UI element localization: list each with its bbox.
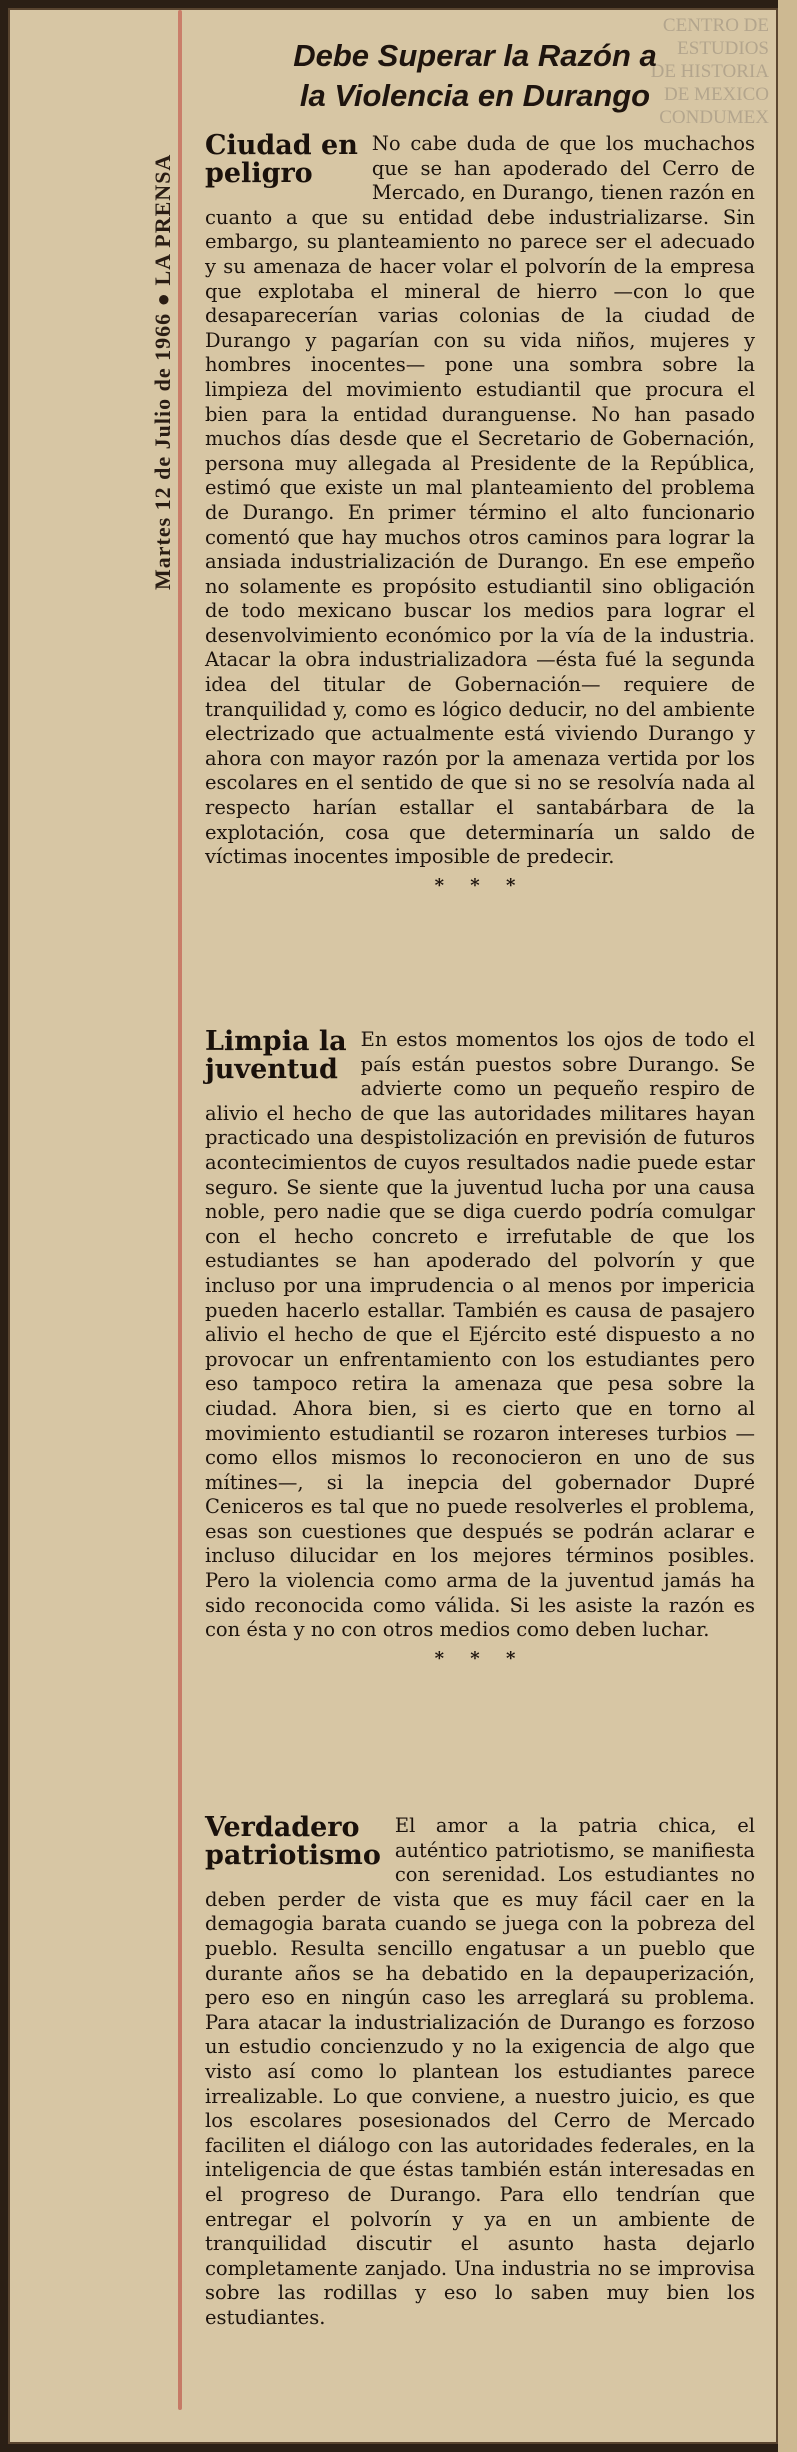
subhead [205, 1028, 347, 1084]
section-text: El amor a la patria chica, el auténtico patriotismo, se manifiesta con serenidad. Los estudiantes no deben perder de vista que es muy fácil caer en la demagogia barata cuando se juega con la pobreza del pueblo. Resulta sencillo engatusar a un pueblo que durante años se ha debatido en la depauperización, pero eso en ningún caso les arreglará su problema. Para atacar la industrialización de Durango es forzoso un estudio concienzudo y no la exigencia de algo que visto así como lo plantean los estudiantes parece irrealizable. Lo que conviene, a nuestro juicio, es que los escolares posesionados del Cerro de Mercado faciliten el diálogo con las autoridades federales, en la inteligencia de que éstas también están interesadas en el progreso de Durango. Para ello tendrían que entregar el polvorín y ya en un ambiente de tranquilidad discutir el asunto hasta dejarlo completamente zanjado. Una industria no se improvisa sobre las rodillas y eso lo saben muy bien los estudiantes. [205, 1814, 755, 2329]
section-text: No cabe duda de que los muchachos que se han apoderado del Cerro de Mercado, en Durango, tienen razón en cuanto a que su entidad debe industrializarse. Sin embargo, su planteamiento no parece ser el adecuado y su amenaza de hacer volar el polvorín de la empresa que explotaba el mineral de hierro —con lo que desaparecerían varias colonias de la ciudad de Durango y pagarían con su vida niños, mujeres y hombres inocentes— pone una sombra sobre la limpieza del movimiento estudiantil que procura el bien para la entidad duranguense. No han pasado muchos días desde que el Secretario de Gobernación, persona muy allegada al Presidente de la República, estimó que existe un mal planteamiento del problema de Durango. En primer término el alto funcionario comentó que hay muchos otros caminos para lograr la ansiada industrialización de Durango. En ese empeño no solamente es propósito estudiantil sino obligación de todo mexicano buscar los medios para lograr el desenvolvimiento económico por la vía de la industria. Atacar la obra industrializadora —ésta fué la segunda idea del titular de Gobernación— requiere de tranquilidad y, como es lógico deducir, no del ambiente electrizado que actualmente está viviendo Durango y ahora con mayor razón por la amenaza vertida por los escolares en el sentido de que si no se resolvía nada al respecto harían estallar el santabárbara de la explotación, cosa que determinaría un saldo de víctimas inocentes imposible de predecir. [205, 132, 755, 869]
headline [250, 36, 700, 116]
date: Martes 12 de Julio de 1966 [150, 312, 175, 590]
adjacent-clipping-edge [778, 0, 797, 2452]
archive-stamp-line: DE MEXICO [663, 84, 769, 105]
headline-line-2: la Violencia en Durango [299, 78, 651, 113]
subhead [205, 132, 358, 188]
archive-stamp-line: DE HISTORIA [650, 61, 769, 82]
separator: * * * [434, 1647, 526, 1669]
section-verdadero-patriotismo [205, 1814, 755, 2330]
separator: * * * [434, 874, 526, 896]
archive-stamp-line: CENTRO DE [662, 15, 769, 36]
subhead-line: peligro [205, 158, 313, 189]
dateline [150, 30, 190, 610]
publication-date-line: Martes 12 de Julio de 1966 ● LA PRENSA [150, 153, 175, 590]
subhead-line: patriotismo [205, 1840, 381, 1871]
subhead [205, 1814, 381, 1870]
archive-stamp-line: ESTUDIOS [677, 38, 769, 59]
archive-stamp-line: CONDUMEX [659, 107, 769, 128]
subhead-line: Verdadero [205, 1812, 360, 1843]
publication-name: LA PRENSA [150, 153, 175, 286]
subhead-line: Ciudad en [205, 130, 358, 161]
section-text: En estos momentos los ojos de todo el país están puestos sobre Durango. Se advierte como un pequeño respiro de alivio el hecho de que las autoridades militares hayan practicado una despistolización en previsión de futuros acontecimientos de cuyos resultados nadie puede estar seguro. Se siente que la juventud lucha por una causa noble, pero nadie que se diga cuerdo podría comulgar con el hecho concreto e irrefutable de que los estudiantes se han apoderado del polvorín y que incluso por una imprudencia o al menos por impericia pueden hacerlo estallar. También es causa de pasajero alivio el hecho de que el Ejército esté dispuesto a no provocar un enfrentamiento con los estudiantes pero eso tampoco retira la amenaza que pesa sobre la ciudad. Ahora bien, si es cierto que en torno al movimiento estudiantil se rozaron intereses turbios —como ellos mismos lo reconocieron en uno de sus mítines—, si la inepcia del gobernador Dupré Ceniceros es tal que no puede resolverles el problema, esas son cuestiones que después se podrán aclarar e incluso dilucidar en los mejores términos posibles. Pero la violencia como arma de la juventud jamás ha sido reconocida como válida. Si les asiste la razón es con ésta y no con otros medios como deben luchar. [205, 1028, 755, 1642]
subhead-line: juventud [205, 1054, 338, 1085]
section-limpia-la-juventud [205, 1028, 755, 1681]
section-ciudad-en-peligro [205, 132, 755, 908]
headline-line-1: Debe Superar la Razón a [293, 38, 657, 73]
subhead-line: Limpia la [205, 1026, 347, 1057]
